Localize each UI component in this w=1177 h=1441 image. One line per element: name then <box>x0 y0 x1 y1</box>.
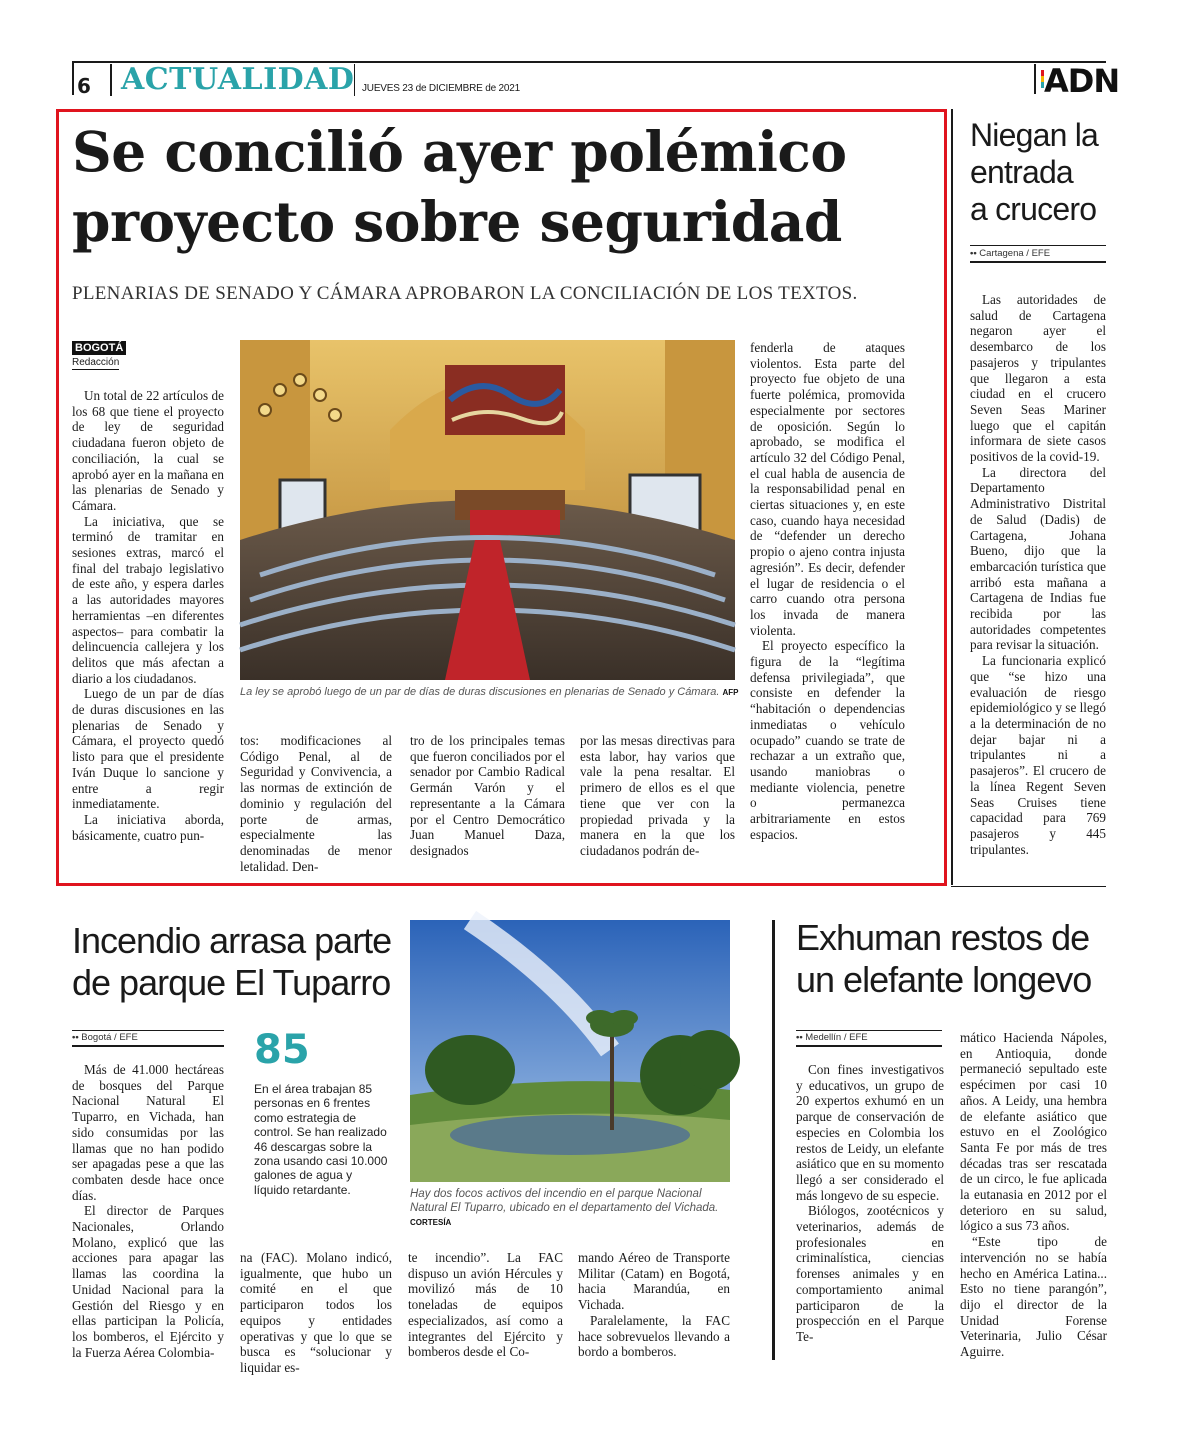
congress-photo-art <box>240 340 735 680</box>
fire-headline-line-2: de parque El Tuparro <box>72 962 391 1003</box>
side-headline-line-3: a crucero <box>970 191 1097 227</box>
paragraph: El director de Parques Nacionales, Orlando Molano, explicó que las acciones para apagar las llamas las coordina la Unidad Nacional para la Gestión del Riesgo y en ellas participan la Policía, los bomberos, el Ejército y la Fuerza Aérea Colombia- <box>72 1203 224 1360</box>
main-headline <box>72 117 932 257</box>
paragraph: fenderla de ataques violentos. Esta parte del proyecto fue objeto de una fuerte polémica, promovida especialmente por sectores de oposición. Según lo aprobado, se modifica el artículo 32 del Código Penal, el cual habla de ausencia de la responsabilidad penal en ciertas situaciones y, en este caso, cuando haya necesidad de “defender un derecho propio o ajeno contra injusta agresión”. Es decir, defender el lugar de residencia o el carro cuando otra persona los invada de manera violenta. <box>750 340 905 638</box>
elephant-headline-line-2: un elefante longevo <box>796 959 1092 1000</box>
headline-line-1: Se concilió ayer polémico <box>72 119 847 184</box>
side-body <box>970 292 1106 862</box>
elephant-byline-rule <box>796 1045 942 1047</box>
paragraph: Paralelamente, la FAC hace sobrevuelos llevando a bordo a bomberos. <box>578 1312 730 1360</box>
main-photo-caption <box>240 686 740 698</box>
main-column-3 <box>410 733 565 858</box>
fire-photo-credit: CORTESÍA <box>410 1218 452 1227</box>
paragraph: tos: modificaciones al Código Penal, al de Seguridad y Convivencia, a las normas de extinción de dominio y regulación del porte de armas, especialmente las denominadas de menor letalidad. Den- <box>240 733 392 874</box>
paragraph: La iniciativa aborda, básicamente, cuatro pun- <box>72 811 224 843</box>
main-column-2 <box>240 733 392 874</box>
paragraph: El proyecto específico la figura de la “legítima defensa privilegiada”, que consiste en defender la “habitación o dependencias inmediatas o vehículo ocupado” cuando se trate de rechazar a un extraño que, usando maniobras o mediante violencia, penetre o permanezca arbitrariamente en estos espacios. <box>750 638 905 842</box>
paragraph: te incendio”. La FAC dispuso un avión Hércules y movilizó más de 10 toneladas de equipos especializados, así como a integrantes del Ejército y bomberos desde el Co- <box>408 1250 563 1360</box>
logo-divider <box>1034 64 1036 94</box>
side-headline <box>970 117 1110 228</box>
header-divider <box>110 64 112 96</box>
side-headline-line-1: Niegan la <box>970 117 1099 153</box>
fire-stat-number: 85 <box>254 1027 310 1073</box>
side-byline-rule <box>970 261 1106 263</box>
main-deck: PLENARIAS DE SENADO Y CÁMARA APROBARON LA CONCILIACIÓN DE LOS TEXTOS. <box>72 283 858 304</box>
issue-date: JUEVES 23 de DICIEMBRE de 2021 <box>362 83 520 94</box>
paragraph: La directora del Departamento Administrativo Distrital de Salud (Dadis) de Cartagena, Johana Bueno, dijo que la embarcación turística que arribó esta mañana a Cartagena de Indias fue recibida por las autoridades competentes para revisar la situación. <box>970 464 1106 653</box>
adn-logo <box>1044 62 1119 100</box>
main-column-5 <box>750 340 905 860</box>
fire-photo-art <box>410 920 730 1182</box>
paragraph: Más de 41.000 hectáreas de bosques del Parque Nacional Natural El Tuparro, en Vichada, han sido consumidas por las llamas que no han podido ser apagadas pese a que las combaten desde hace once días. <box>72 1062 224 1203</box>
author: Redacción <box>72 357 120 368</box>
paragraph: Biólogos, zootécnicos y veterinarios, además de profesionales en criminalística, ciencias forenses animales y en comportamiento animal participaron de la prospección en el Parque Te- <box>796 1203 944 1344</box>
headline-line-2: proyecto sobre seguridad <box>72 189 842 254</box>
logo-text: ADN <box>1044 62 1120 100</box>
elephant-headline-line-1: Exhuman restos de <box>796 917 1090 958</box>
fire-column-4 <box>578 1250 730 1362</box>
header-left-rule <box>72 61 74 95</box>
elephant-column-1 <box>796 1062 944 1362</box>
fire-headline-line-1: Incendio arrasa parte <box>72 920 392 961</box>
logo-color-bar <box>1041 70 1044 88</box>
side-bottom-rule <box>951 886 1106 887</box>
elephant-rule <box>772 920 775 1360</box>
fire-byline-text: Bogotá / EFE <box>81 1032 138 1043</box>
side-byline-text: Cartagena / EFE <box>979 248 1051 259</box>
main-column-1 <box>72 388 224 858</box>
fire-byline-top-rule <box>72 1030 224 1031</box>
side-column-rule <box>951 109 953 885</box>
fire-column-2 <box>240 1250 392 1375</box>
paragraph: Un total de 22 artículos de los 68 que tiene el proyecto de ley de seguridad ciudadana fueron objeto de conciliación, la cual se aprobó ayer en la mañana en las plenarias de Senado y Cámara. <box>72 388 224 513</box>
paragraph: mático Hacienda Nápoles, en Antioquia, donde permaneció sepultado este espécimen por casi 10 años. A Leidy, una hembra de elefante asiático que estuvo en el Zoológico Santa Fe por más de tres décadas tras ser rescatada de un circo, le fue aplicada la eutanasia en 2012 por el deterioro en su salud, lógico a sus 73 años. <box>960 1030 1107 1234</box>
caption-text: La ley se aprobó luego de un par de días de duras discusiones en plenarias de Senado y Cámara. <box>240 686 720 698</box>
header-divider-2 <box>354 64 355 96</box>
side-byline-top-rule <box>970 245 1106 246</box>
main-column-4 <box>580 733 735 858</box>
fire-byline: •• Bogotá / EFE <box>72 1032 138 1043</box>
paragraph: La funcionaria explicó que “se hizo una evaluación de riesgo epidemiológico y se llegó a la determinación de no dejar bajar ni a tripulantes ni a pasajeros”. El crucero de la línea Regent Seven Seas Cruises tiene capacidad para 769 pasajeros y 445 tripulantes. <box>970 653 1106 857</box>
elephant-byline: •• Medellín / EFE <box>796 1032 868 1043</box>
fire-photo <box>410 920 730 1182</box>
paragraph: Las autoridades de salud de Cartagena negaron ayer el desembarco de los pasajeros y tripulantes que llegaron a esta ciudad en el crucero Seven Seas Mariner luego que el capitán informara de siete casos positivos de la covid-19. <box>970 292 1106 465</box>
elephant-byline-top-rule <box>796 1030 942 1031</box>
elephant-headline <box>796 917 1116 1001</box>
elephant-byline-text: Medellín / EFE <box>805 1032 868 1043</box>
paragraph: por las mesas directivas para esta labor, hay varios que vale la pena resaltar. El primero de ellos es el que tiene que ver con la propiedad privada y la manera en la que los ciudadanos podrán de- <box>580 733 735 858</box>
fire-column-3 <box>408 1250 563 1362</box>
elephant-column-2 <box>960 1030 1107 1362</box>
paragraph: Con fines investigativos y educativos, un grupo de 20 expertos exhumó en un parque de conservación de especies en Colombia los restos de Leidy, un elefante asiático que en su momento llegó a ser considerado el más longevo de su especie. <box>796 1062 944 1203</box>
paragraph: “Este tipo de intervención no se había hecho en América Latina... Esto no tiene parangón”, dijo el director de la Unidad Forense Veterinaria, Julio César Aguirre. <box>960 1234 1107 1360</box>
paragraph: La iniciativa, que se terminó de tramitar en sesiones extras, marcó el final del trabajo legislativo de este año, y espera darles a las autoridades mayores herramientas –en diferentes aspectos– para combatir la delincuencia callejera y los delitos que más afectan a diario a los ciudadanos. <box>72 513 224 686</box>
paragraph: tro de los principales temas que fueron conciliados por el senador por Cambio Radical Germán Varón y el representante a la Cámara por el Centro Democrático Juan Manuel Daza, designados <box>410 733 565 858</box>
fire-caption-text: Hay dos focos activos del incendio en el parque Nacional Natural El Tuparro, ubicado en el departamento del Vichada. <box>410 1188 719 1214</box>
fire-photo-caption <box>410 1187 730 1230</box>
congress-photo <box>240 340 735 680</box>
side-headline-line-2: entrada <box>970 154 1073 190</box>
dateline-place: BOGOTÁ <box>72 341 126 355</box>
section-name: ACTUALIDAD <box>121 62 355 97</box>
fire-column-1 <box>72 1062 224 1362</box>
paragraph: Luego de un par de días de duras discusiones en las plenarias de Senado y Cámara, el proyecto quedó listo para que el presidente Iván Duque lo sancione y entre a regir inmediatamente. <box>72 686 224 812</box>
paragraph: na (FAC). Molano indicó, igualmente, que hubo un comité en el que participaron todos los equipos y entidades operativas y que lo que se busca es “solucionar y liquidar es- <box>240 1250 392 1375</box>
fire-stat-text: En el área trabajan 85 personas en 6 frentes como estrategia de control. Se han realizado 46 descargas sobre la zona usando casi 10.000 galones de agua y líquido retardante. <box>254 1082 388 1197</box>
side-byline: •• Cartagena / EFE <box>970 248 1051 259</box>
page-number: 6 <box>77 74 91 98</box>
fire-headline <box>72 920 412 1004</box>
paragraph: mando Aéreo de Transporte Militar (Catam) en Bogotá, hacia Marandúa, en Vichada. <box>578 1250 730 1313</box>
photo-credit: AFP <box>722 688 739 697</box>
fire-byline-rule <box>72 1045 224 1047</box>
